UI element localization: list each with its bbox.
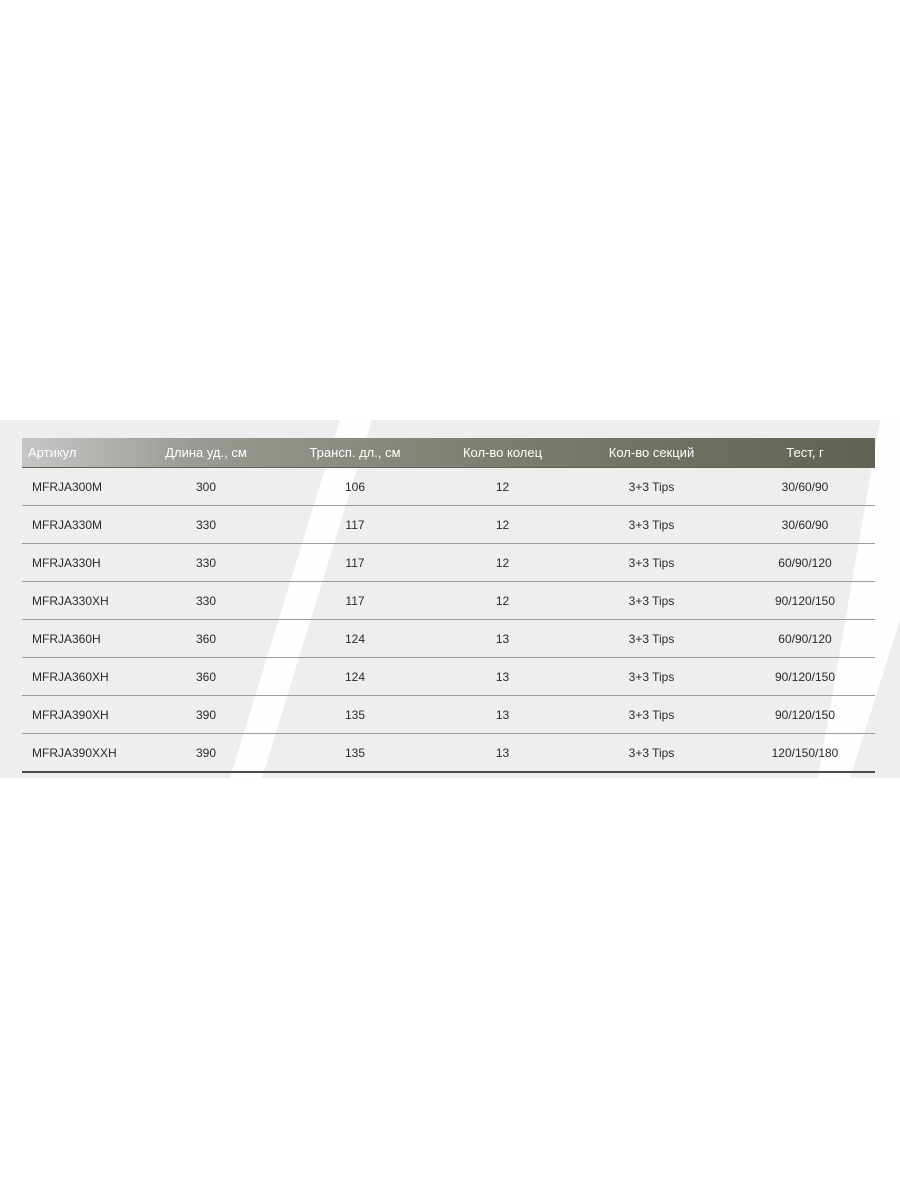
- spec-table-body: [22, 468, 875, 773]
- cell-rings: 13: [437, 696, 568, 734]
- header-row: [22, 438, 875, 468]
- cell-test: 90/120/150: [735, 658, 875, 696]
- cell-length: 330: [139, 544, 273, 582]
- cell-length: 330: [139, 506, 273, 544]
- cell-rings: 12: [437, 544, 568, 582]
- cell-sections: 3+3 Tips: [568, 620, 735, 658]
- cell-length: 360: [139, 620, 273, 658]
- cell-rings: 13: [437, 734, 568, 773]
- cell-test: 30/60/90: [735, 468, 875, 506]
- spec-table: [22, 438, 875, 773]
- cell-article: MFRJA390XH: [22, 696, 139, 734]
- cell-article: MFRJA330M: [22, 506, 139, 544]
- cell-sections: 3+3 Tips: [568, 658, 735, 696]
- cell-test: 60/90/120: [735, 620, 875, 658]
- cell-transport-length: 117: [273, 544, 437, 582]
- cell-article: MFRJA360XH: [22, 658, 139, 696]
- header-article: Артикул: [28, 445, 77, 460]
- cell-rings: 13: [437, 620, 568, 658]
- cell-transport-length: 117: [273, 582, 437, 620]
- cell-test: 60/90/120: [735, 544, 875, 582]
- cell-test: 30/60/90: [735, 506, 875, 544]
- cell-rings: 12: [437, 506, 568, 544]
- table-row: [22, 658, 875, 696]
- cell-transport-length: 117: [273, 506, 437, 544]
- cell-test: 90/120/150: [735, 696, 875, 734]
- cell-rings: 12: [437, 582, 568, 620]
- spec-table-header: [22, 438, 875, 468]
- cell-transport-length: 106: [273, 468, 437, 506]
- cell-article: MFRJA360H: [22, 620, 139, 658]
- table-row: [22, 468, 875, 506]
- cell-length: 330: [139, 582, 273, 620]
- table-row: [22, 582, 875, 620]
- header-length: Длина уд., см: [165, 445, 247, 460]
- table-row: [22, 696, 875, 734]
- cell-length: 360: [139, 658, 273, 696]
- cell-article: MFRJA330H: [22, 544, 139, 582]
- table-row: [22, 544, 875, 582]
- cell-length: 390: [139, 696, 273, 734]
- header-test: Тест, г: [786, 445, 824, 460]
- header-rings: Кол-во колец: [462, 445, 543, 460]
- cell-sections: 3+3 Tips: [568, 544, 735, 582]
- header-transport-length: Трансп. дл., см: [309, 445, 401, 460]
- table-row: [22, 506, 875, 544]
- cell-length: 390: [139, 734, 273, 773]
- cell-transport-length: 124: [273, 620, 437, 658]
- header-sections: Кол-во секций: [608, 445, 695, 460]
- cell-article: MFRJA390XXH: [22, 734, 139, 773]
- cell-sections: 3+3 Tips: [568, 582, 735, 620]
- cell-transport-length: 124: [273, 658, 437, 696]
- table-row: [22, 734, 875, 773]
- cell-sections: 3+3 Tips: [568, 468, 735, 506]
- cell-sections: 3+3 Tips: [568, 696, 735, 734]
- cell-sections: 3+3 Tips: [568, 506, 735, 544]
- cell-transport-length: 135: [273, 734, 437, 773]
- table-row: [22, 620, 875, 658]
- cell-transport-length: 135: [273, 696, 437, 734]
- cell-sections: 3+3 Tips: [568, 734, 735, 773]
- cell-article: MFRJA300M: [22, 468, 139, 506]
- cell-article: MFRJA330XH: [22, 582, 139, 620]
- cell-test: 120/150/180: [735, 734, 875, 773]
- cell-rings: 12: [437, 468, 568, 506]
- cell-length: 300: [139, 468, 273, 506]
- cell-rings: 13: [437, 658, 568, 696]
- cell-test: 90/120/150: [735, 582, 875, 620]
